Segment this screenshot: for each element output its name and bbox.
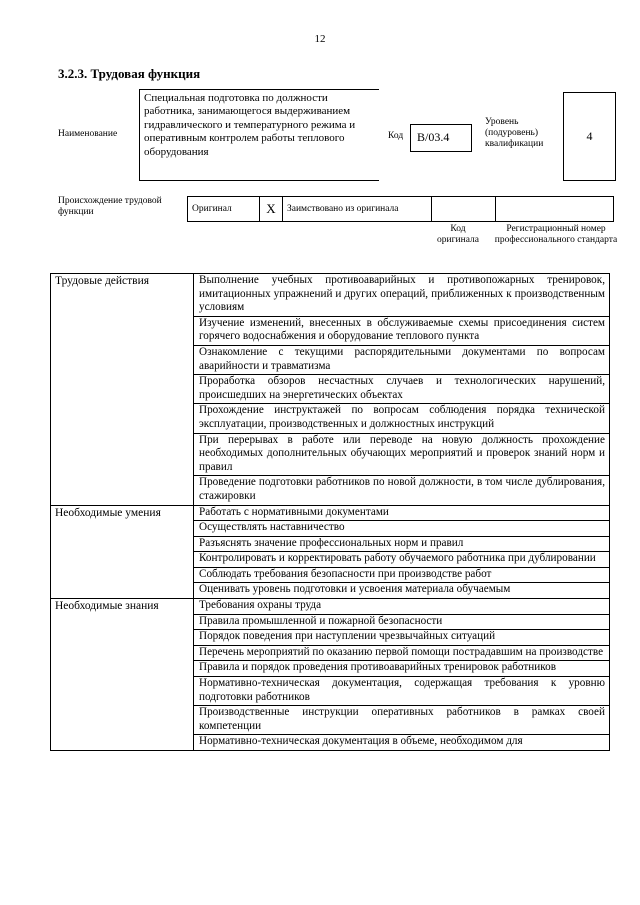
category-cell: Необходимые умения <box>51 505 194 599</box>
item-cell: Прохождение инструктажей по вопросам соблюдения порядка технической эксплуатации, производственных и должностных инструкций <box>194 404 610 433</box>
item-cell: Работать с нормативными документами <box>194 505 610 521</box>
item-cell: При перерывах в работе или переводе на новую должность прохождение необходимых дополнительных обучающих мероприятий и проверок знаний норм и правил <box>194 433 610 476</box>
item-cell: Правила промышленной и пожарной безопасности <box>194 614 610 630</box>
item-cell: Оценивать уровень подготовки и усвоения материала обучаемым <box>194 583 610 599</box>
origin-label: Происхождение трудовой функции <box>58 196 162 217</box>
competency-table <box>50 273 610 751</box>
name-value: Специальная подготовка по должности работника, занимающегося выдерживанием гидравлического и температурного режима и оперативным контролем работы теплового оборудования <box>144 92 356 158</box>
borrowed-label: Заимствовано из оригинала <box>283 197 432 222</box>
original-mark: X <box>260 197 283 222</box>
origin-reg-cell <box>496 197 614 222</box>
category-cell: Необходимые знания <box>51 599 194 751</box>
name-label: Наименование <box>58 129 118 139</box>
name-box <box>139 89 379 181</box>
item-cell: Изучение изменений, внесенных в обслуживаемые схемы присоединения систем горячего водоснабжения и оборудование теплового пункта <box>194 316 610 345</box>
item-cell: Ознакомление с текущими распорядительными документами по вопросам аварийности и травматизма <box>194 345 610 374</box>
origin-code-cell <box>432 197 496 222</box>
item-cell: Перечень мероприятий по оказанию первой помощи пострадавшим на производстве <box>194 645 610 661</box>
page-number: 12 <box>314 33 326 45</box>
page-bottom-edge <box>0 847 640 905</box>
table-row <box>51 505 610 521</box>
item-cell: Проведение подготовки работников по новой должности, в том числе дублирования, стажировки <box>194 476 610 505</box>
table-row <box>51 599 610 615</box>
item-cell: Производственные инструкции оперативных работников в рамках своей компетенции <box>194 706 610 735</box>
origin-reg-caption: Регистрационный номер профессионального стандарта <box>494 224 618 245</box>
item-cell: Выполнение учебных противоаварийных и противопожарных тренировок, имитационных упражнений и других операций, приближенных к производственным условиям <box>194 274 610 317</box>
item-cell: Порядок поведения при наступлении чрезвычайных ситуаций <box>194 630 610 646</box>
item-cell: Требования охраны труда <box>194 599 610 615</box>
level-value: 4 <box>586 129 593 143</box>
original-label: Оригинал <box>188 197 260 222</box>
table-row <box>51 274 610 317</box>
code-box <box>410 124 472 152</box>
item-cell: Нормативно-техническая документация, содержащая требования к уровню подготовки работников <box>194 677 610 706</box>
origin-table <box>187 196 614 222</box>
code-label: Код <box>388 131 404 141</box>
item-cell: Разъяснять значение профессиональных норм и правил <box>194 536 610 552</box>
level-label: Уровень (подуровень) квалификации <box>485 117 544 149</box>
item-cell: Осуществлять наставничество <box>194 521 610 537</box>
category-cell: Трудовые действия <box>51 274 194 506</box>
item-cell: Проработка обзоров несчастных случаев и технологических нарушений, происшедших на энергетических объектах <box>194 375 610 404</box>
item-cell: Правила и порядок проведения противоаварийных тренировок работников <box>194 661 610 677</box>
section-title: 3.2.3. Трудовая функция <box>58 66 201 81</box>
item-cell: Контролировать и корректировать работу обучаемого работника при дублировании <box>194 552 610 568</box>
level-box <box>563 92 616 181</box>
origin-code-caption: Код оригинала <box>437 224 479 245</box>
item-cell: Соблюдать требования безопасности при производстве работ <box>194 567 610 583</box>
code-value: B/03.4 <box>417 130 450 144</box>
item-cell: Нормативно-техническая документация в объеме, необходимом для <box>194 735 610 751</box>
